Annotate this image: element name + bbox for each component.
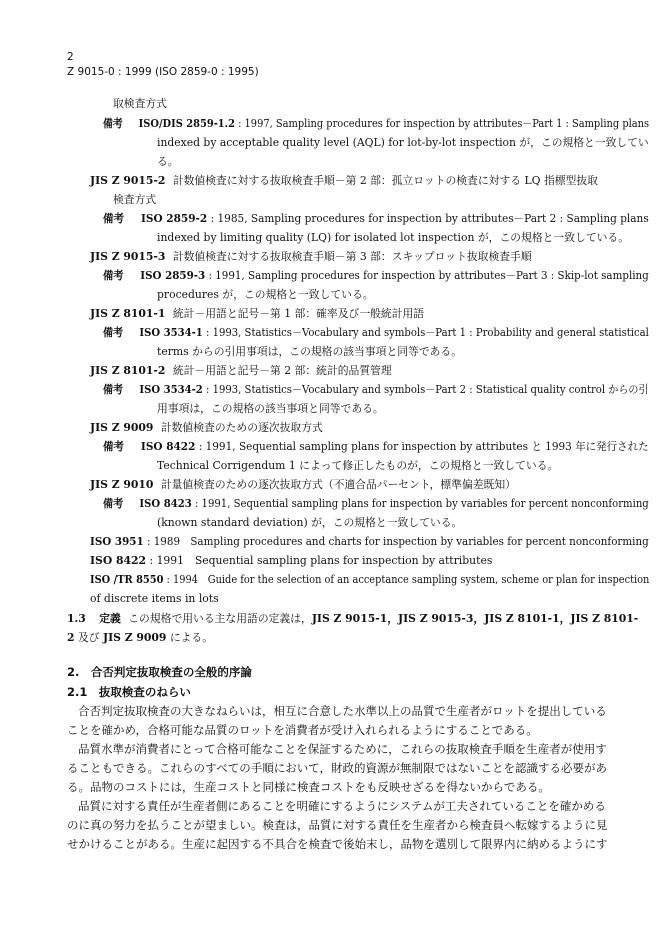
standard-code: JIS Z 9015-2 — [90, 174, 166, 187]
standard-code: ISO 8422 — [140, 440, 196, 453]
reference-line — [90, 573, 649, 587]
standard-code: JIS Z 9009 — [90, 421, 154, 434]
reference-line — [90, 478, 516, 492]
subsection-heading: 2.1 抜取検査のねらい — [67, 685, 191, 699]
standard-title: 統計－用語と記号－第 1 部：確率及び一般統計用語 — [172, 307, 425, 320]
remark-label: 備考 — [103, 212, 125, 225]
standard-title: 計数値検査のための逐次抜取方式 — [160, 421, 323, 434]
clause-text: による。 — [166, 631, 214, 644]
standard-title: : 1991, Sampling procedures for inspection by attributes－Part 3 : Skip-lot sampling — [205, 269, 649, 282]
standard-code: ISO 8423 — [139, 497, 192, 510]
reference-line: 検査方式 — [113, 193, 157, 206]
clause-codes: JIS Z 9015-1，JIS Z 9015-3，JIS Z 8101-1，JIS Z 8101- — [311, 612, 639, 625]
remark-line — [103, 383, 649, 397]
standard-title: : 1991 Sequential sampling plans for inspection by attributes — [146, 554, 493, 567]
paragraph-line: る。品物のコストには，生産コストと同様に検査コストをも反映せざるを得ないからである。 — [67, 780, 550, 794]
standard-code: ISO /TR 8550 — [90, 573, 164, 586]
paragraph-line: ることもできる。これらのすべての手順において，財政的資源が無制限ではないことを認識する必要があ — [67, 761, 608, 775]
reference-line: of discrete items in lots — [90, 592, 219, 605]
reference-line — [90, 421, 323, 435]
reference-line — [90, 307, 424, 321]
standard-title: : 1997, Sampling procedures for inspection by attributes－Part 1 : Sampling plans — [234, 117, 650, 130]
clause-text: この規格で用いる主な用語の定義は， — [128, 612, 312, 625]
standard-code: ISO 2859-3 — [140, 269, 206, 282]
page-number: 2 — [67, 51, 74, 63]
standard-code: JIS Z 8101-1 — [90, 307, 166, 320]
reference-line — [90, 364, 392, 378]
clause-code: 2 — [67, 631, 75, 644]
remark-line — [103, 440, 649, 454]
reference-line: る。 — [157, 155, 179, 168]
paragraph-line: せかけることがある。生産に起因する不具合を検査で後始末し，品物を選別して限界内に納めるようにす — [67, 837, 608, 851]
standard-code: ISO 2859-2 — [140, 212, 208, 225]
definition-clause — [67, 612, 638, 626]
paragraph-line: ことを確かめ，合格可能な品質のロットを消費者が受け入れられるようにすることである。 — [67, 723, 538, 737]
reference-line — [90, 174, 598, 188]
reference-line — [90, 535, 649, 549]
reference-line — [90, 250, 532, 264]
remark-line — [103, 117, 649, 131]
remark-line — [103, 212, 649, 226]
reference-line: terms からの引用事項は，この規格の該当事項と同等である。 — [157, 345, 463, 358]
standard-title: : 1991, Sequential sampling plans for inspection by variables for percent nonconforming — [191, 497, 649, 510]
standard-title: 計量値検査のための逐次抜取方式（不適合品パーセント，標準偏差既知） — [160, 478, 516, 491]
standard-code: ISO 3534-1 — [139, 326, 203, 339]
standard-code: JIS Z 8101-2 — [90, 364, 166, 377]
standard-id: Z 9015-0 : 1999 (ISO 2859-0 : 1995) — [67, 66, 259, 78]
clause-label: 定義 — [99, 612, 121, 625]
clause-text: 及び — [74, 631, 103, 644]
paragraph-line: のに真の努力を払うことが望ましい。検査は，品質に対する責任を生産者から検査員へ転嫁するように見 — [67, 818, 608, 832]
reference-line: Technical Corrigendum 1 によって修正したものが，この規格と一致している。 — [157, 459, 559, 472]
paragraph-line: 品質水準が消費者にとって合格可能なことを保証するために，これらの抜取検査手順を生産者が使用す — [78, 742, 607, 756]
standard-title: 統計－用語と記号－第 2 部：統計的品質管理 — [172, 364, 392, 377]
standard-title: : 1989 Sampling procedures and charts for inspection by variables for percent nonconforming — [143, 535, 649, 548]
standard-title: : 1994 Guide for the selection of an acceptance sampling system, scheme or plan for inspection — [163, 573, 650, 586]
definition-clause-cont — [67, 631, 213, 645]
reference-line: indexed by limiting quality (LQ) for isolated lot inspection が，この規格と一致している。 — [157, 231, 630, 244]
remark-label: 備考 — [103, 326, 124, 339]
clause-number: 1.3 — [67, 612, 86, 625]
standard-title: : 1993, Statistics－Vocabulary and symbols－Part 2 : Statistical quality control からの引 — [202, 383, 649, 396]
reference-line: 取検査方式 — [113, 97, 167, 110]
remark-line — [103, 269, 649, 283]
standard-code: ISO 3534-2 — [139, 383, 203, 396]
standard-code: ISO 8422 — [90, 554, 147, 567]
remark-label: 備考 — [103, 497, 124, 510]
standard-title: : 1991, Sequential sampling plans for inspection by attributes と 1993 年に発行された — [195, 440, 649, 453]
paragraph-line: 合否判定抜取検査の大きなねらいは，相互に合意した水準以上の品質で生産者がロットを提出している — [78, 704, 607, 718]
remark-label: 備考 — [103, 269, 124, 282]
reference-line: 用事項は，この規格の該当事項と同等である。 — [157, 402, 384, 415]
standard-code: ISO/DIS 2859-1.2 — [138, 117, 235, 130]
remark-line — [103, 497, 649, 511]
paragraph-line: 品質に対する責任が生産者側にあることを明確にするようにシステムが工夫されていることを確かめる — [78, 799, 606, 813]
standard-title: : 1985, Sampling procedures for inspection by attributes－Part 2 : Sampling plans — [207, 212, 649, 225]
section-heading: 2. 合否判定抜取検査の全般的序論 — [67, 665, 252, 679]
standard-title: 計数値検査に対する抜取検査手順－第 2 部：孤立ロットの検査に対する LQ 指標型抜取 — [172, 174, 598, 187]
remark-label: 備考 — [103, 440, 124, 453]
standard-code: ISO 3951 — [90, 535, 144, 548]
reference-line: (known standard deviation) が，この規格と一致している。 — [157, 516, 463, 529]
remark-label: 備考 — [103, 383, 124, 396]
reference-line: indexed by acceptable quality level (AQL) for lot-by-lot inspection が，この規格と一致してい — [157, 136, 649, 149]
standard-code: JIS Z 9015-3 — [90, 250, 166, 263]
remark-line — [103, 326, 649, 340]
standard-title: 計数値検査に対する抜取検査手順－第 3 部：スキップロット抜取検査手順 — [172, 250, 532, 263]
standard-code: JIS Z 9010 — [90, 478, 154, 491]
reference-line: procedures が，この規格と一致している。 — [157, 288, 374, 301]
standard-title: : 1993, Statistics－Vocabulary and symbols－Part 1 : Probability and general statistical — [202, 326, 649, 339]
clause-code: JIS Z 9009 — [102, 631, 167, 644]
remark-label: 備考 — [103, 117, 123, 130]
reference-line — [90, 554, 492, 568]
